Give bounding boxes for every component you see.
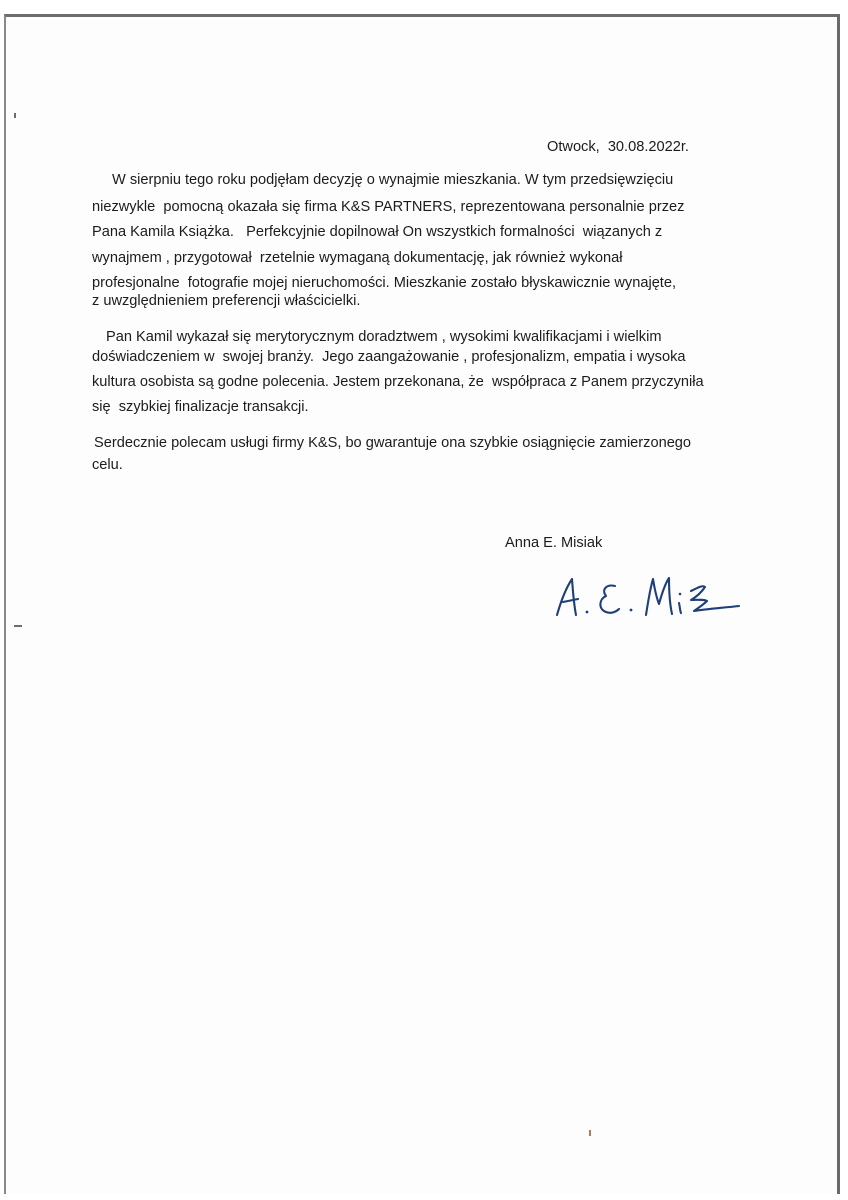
place-date: Otwock, 30.08.2022r. [547,139,689,155]
paragraph-2-line-4: się szybkiej finalizacje transakcji. [92,399,309,415]
paragraph-3-line-2: celu. [92,457,123,473]
scanned-page [4,14,840,1194]
author-name: Anna E. Misiak [505,535,603,551]
paragraph-2-line-2: doświadczeniem w swojej branży. Jego zaangażowanie , profesjonalizm, empatia i wysoka [92,349,686,365]
paragraph-1-line-6: z uwzględnieniem preferencji właścicielki. [92,293,361,309]
paragraph-2-line-3: kultura osobista są godne polecenia. Jestem przekonana, że współpraca z Panem przyczyniła [92,374,704,390]
paragraph-1-line-2: niezwykle pomocną okazała się firma K&S PARTNERS, reprezentowana personalnie przez [92,199,685,215]
handwritten-signature [551,569,751,627]
paragraph-1-line-5: profesjonalne fotografie mojej nieruchomości. Mieszkanie zostało błyskawicznie wynajęte, [92,275,677,291]
paragraph-2-line-1: Pan Kamil wykazał się merytorycznym doradztwem , wysokimi kwalifikacjami i wielkim [106,329,662,345]
paragraph-3-line-1: Serdecznie polecam usługi firmy K&S, bo gwarantuje ona szybkie osiągnięcie zamierzonego [94,435,692,451]
scan-speck [14,625,22,627]
scan-speck [14,113,16,118]
scan-speck [589,1130,591,1136]
paragraph-1-line-3: Pana Kamila Książka. Perfekcyjnie dopilnował On wszystkich formalności wiązanych z [92,224,663,240]
paragraph-1-line-4: wynajmem , przygotował rzetelnie wymaganą dokumentację, jak również wykonał [92,250,623,266]
paragraph-1-line-1: W sierpniu tego roku podjęłam decyzję o wynajmie mieszkania. W tym przedsięwzięciu [112,172,674,188]
